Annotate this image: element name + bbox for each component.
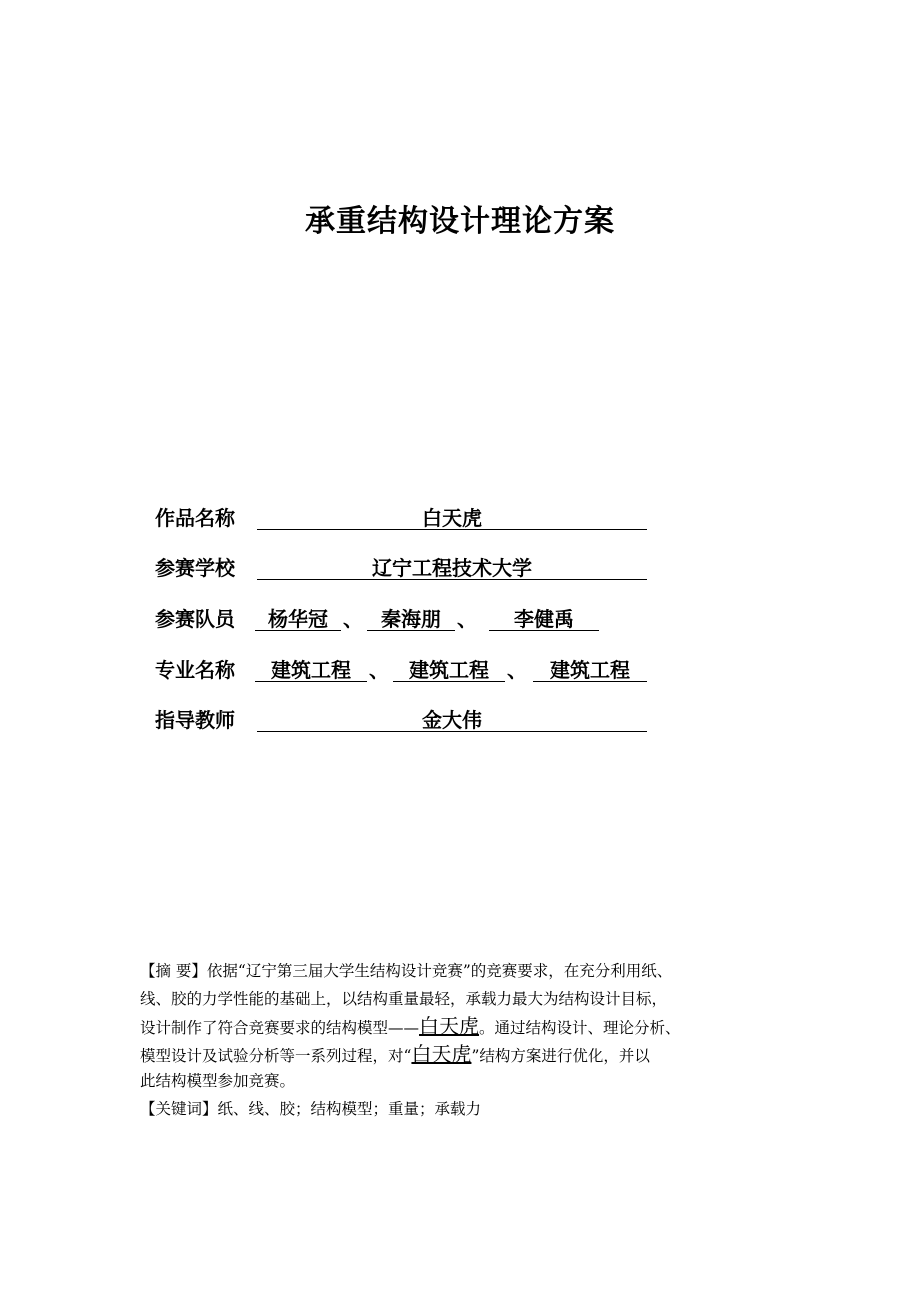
team-member-1: 杨华冠	[255, 604, 341, 631]
major-value-2: 建筑工程	[393, 655, 505, 682]
major-value-3: 建筑工程	[533, 655, 647, 682]
abstract-line-4-end: ”结构方案进行优化，并以	[471, 1046, 650, 1065]
team-label: 参赛队员	[155, 607, 235, 631]
abstract-line-3-end: 。通过结构设计、理论分析、	[479, 1019, 681, 1037]
work-name-value: 白天虎	[257, 503, 647, 530]
school-value: 辽宁工程技术大学	[257, 553, 647, 580]
abstract-line-2: 线、胶的力学性能的基础上，以结构重量最轻，承载力最大为结构设计目标，	[140, 989, 668, 1008]
advisor-label: 指导教师	[155, 708, 235, 732]
abstract-line-5: 此结构模型参加竞赛。	[140, 1072, 296, 1090]
abstract-line-1: 【摘 要】依据“辽宁第三届大学生结构设计竞赛”的竞赛要求，在充分利用纸、	[140, 962, 673, 980]
major-separator-2: 、	[507, 658, 527, 682]
info-row-advisor	[155, 705, 655, 735]
advisor-value: 金大伟	[257, 705, 647, 732]
abstract-line-3-start: 设计制作了符合竞赛要求的结构模型——	[140, 1019, 420, 1037]
model-name-highlight-2: 白天虎	[411, 1041, 472, 1066]
school-label: 参赛学校	[155, 556, 235, 580]
team-member-3: 李健禹	[489, 604, 599, 631]
model-name-highlight-1: 白天虎	[419, 1014, 480, 1038]
major-value-1: 建筑工程	[255, 655, 367, 682]
info-row-school	[155, 553, 655, 583]
work-name-label: 作品名称	[155, 506, 235, 530]
major-separator-1: 、	[369, 658, 389, 682]
abstract-line-3	[140, 1013, 800, 1041]
keywords-line: 【关键词】纸、线、胶；结构模型；重量；承载力	[140, 1099, 482, 1118]
major-label: 专业名称	[155, 658, 235, 682]
document-title: 承重结构设计理论方案	[305, 204, 615, 239]
team-separator-1: 、	[343, 607, 363, 631]
info-row-major	[155, 655, 655, 685]
info-row-team	[155, 604, 655, 634]
info-row-work-name	[155, 503, 655, 533]
abstract-line-4	[140, 1041, 800, 1069]
team-member-2: 秦海朋	[367, 604, 455, 631]
abstract-line-4-start: 模型设计及试验分析等一系列过程，对“	[140, 1046, 412, 1065]
team-separator-2: 、	[457, 607, 477, 631]
abstract-block	[140, 958, 800, 1123]
